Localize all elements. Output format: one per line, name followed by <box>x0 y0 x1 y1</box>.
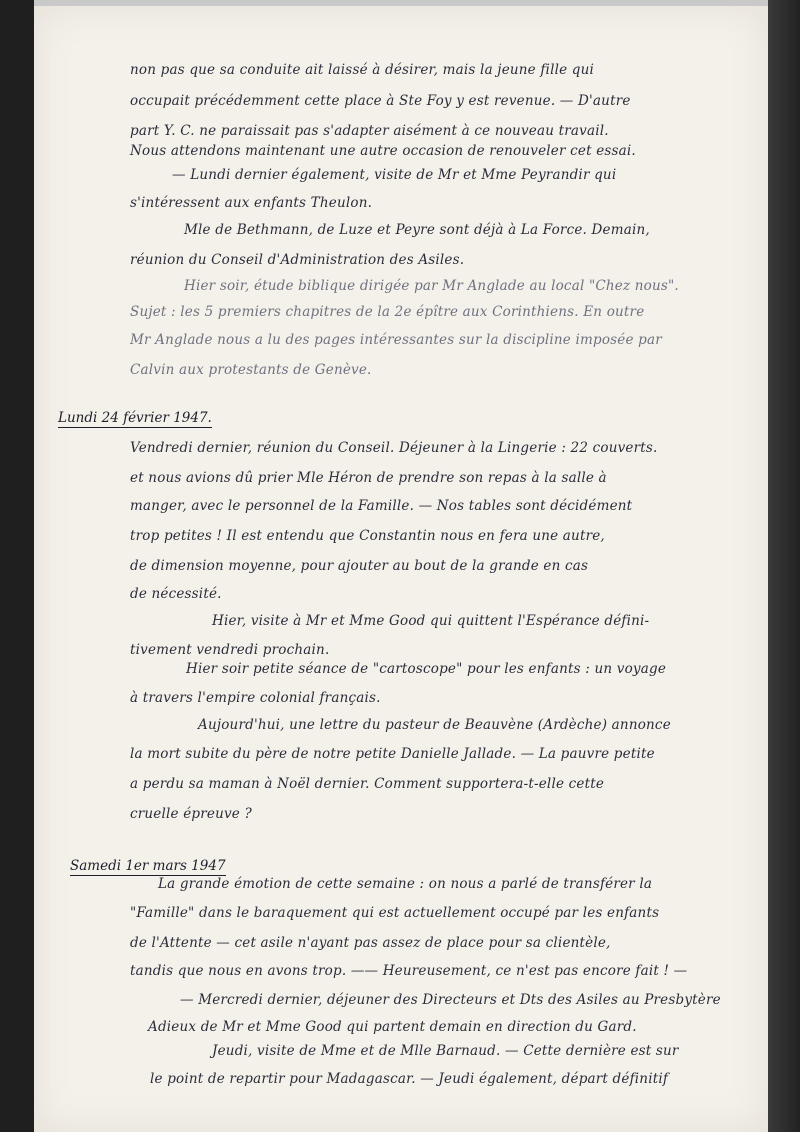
entry1-line-5: de dimension moyenne, pour ajouter au bout de la grande en cas <box>130 558 589 574</box>
intro-line-10: Sujet : les 5 premiers chapitres de la 2e épître aux Corinthiens. En outre <box>130 304 645 320</box>
entry1-line-12: la mort subite du père de notre petite Danielle Jallade. — La pauvre petite <box>130 746 655 762</box>
entry1-line-14: cruelle épreuve ? <box>130 806 252 822</box>
scan-right-margin <box>768 0 800 1132</box>
entry2-line-2: "Famille" dans le baraquement qui est actuellement occupé par les enfants <box>130 905 660 921</box>
entry2-line-3: de l'Attente — cet asile n'ayant pas assez de place pour sa clientèle, <box>130 935 611 951</box>
scan-left-margin <box>0 0 34 1132</box>
entry1-line-1: Vendredi dernier, réunion du Conseil. Déjeuner à la Lingerie : 22 couverts. <box>130 440 658 456</box>
intro-line-8: réunion du Conseil d'Administration des Asiles. <box>130 252 465 268</box>
intro-line-11: Mr Anglade nous a lu des pages intéressantes sur la discipline imposée par <box>130 332 662 348</box>
entry1-line-4: trop petites ! Il est entendu que Constantin nous en fera une autre, <box>130 528 605 544</box>
entry1-line-3: manger, avec le personnel de la Famille. — Nos tables sont décidément <box>130 498 633 514</box>
entry-date-heading: Lundi 24 février 1947. <box>58 410 212 426</box>
intro-line-12: Calvin aux protestants de Genève. <box>130 362 372 378</box>
intro-line-4: Nous attendons maintenant une autre occasion de renouveler cet essai. <box>130 143 636 159</box>
intro-line-6: s'intéressent aux enfants Theulon. <box>130 195 373 211</box>
intro-line-5: — Lundi dernier également, visite de Mr et Mme Peyrandir qui <box>172 167 617 183</box>
entry1-line-2: et nous avions dû prier Mle Héron de prendre son repas à la salle à <box>130 470 607 486</box>
entry2-line-1: La grande émotion de cette semaine : on nous a parlé de transférer la <box>158 876 653 892</box>
intro-line-9: Hier soir, étude biblique dirigée par Mr Anglade au local "Chez nous". <box>184 278 679 294</box>
entry1-line-8: tivement vendredi prochain. <box>130 642 330 658</box>
entry1-line-6: de nécessité. <box>130 586 222 602</box>
entry1-line-10: à travers l'empire colonial français. <box>130 690 381 706</box>
intro-line-3: part Y. C. ne paraissait pas s'adapter aisément à ce nouveau travail. <box>130 123 609 139</box>
intro-line-7: Mle de Bethmann, de Luze et Peyre sont déjà à La Force. Demain, <box>184 222 650 238</box>
entry2-line-4: tandis que nous en avons trop. —— Heureusement, ce n'est pas encore fait ! — <box>130 963 688 979</box>
entry1-line-13: a perdu sa maman à Noël dernier. Comment supportera-t-elle cette <box>130 776 605 792</box>
entry1-line-7: Hier, visite à Mr et Mme Good qui quittent l'Espérance défini- <box>212 613 650 629</box>
entry2-line-7: Jeudi, visite de Mme et de Mlle Barnaud. — Cette dernière est sur <box>212 1043 679 1059</box>
intro-line-1: non pas que sa conduite ait laissé à désirer, mais la jeune fille qui <box>130 62 595 78</box>
intro-line-2: occupait précédemment cette place à Ste Foy y est revenue. — D'autre <box>130 93 631 109</box>
entry2-line-6: Adieux de Mr et Mme Good qui partent demain en direction du Gard. <box>148 1019 637 1035</box>
entry1-line-9: Hier soir petite séance de "cartoscope" pour les enfants : un voyage <box>186 661 667 677</box>
entry2-line-5: — Mercredi dernier, déjeuner des Directeurs et Dts des Asiles au Presbytère <box>180 992 721 1008</box>
entry-date-heading: Samedi 1er mars 1947 <box>70 858 226 874</box>
entry1-line-11: Aujourd'hui, une lettre du pasteur de Beauvène (Ardèche) annonce <box>198 717 671 733</box>
entry2-line-8: le point de repartir pour Madagascar. — Jeudi également, départ définitif <box>150 1071 669 1087</box>
